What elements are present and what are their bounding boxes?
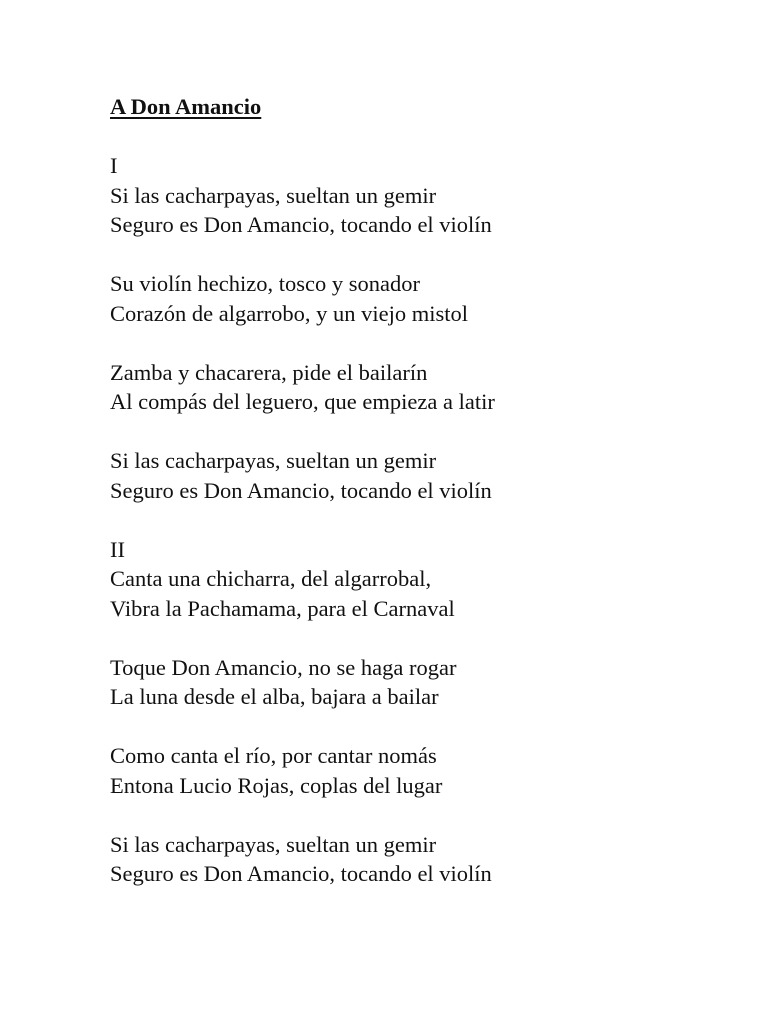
verse-line: Seguro es Don Amancio, tocando el violín bbox=[110, 477, 492, 503]
stanza bbox=[110, 653, 730, 712]
section-numeral: I bbox=[110, 153, 118, 178]
stanza bbox=[110, 564, 730, 623]
stanza bbox=[110, 181, 730, 240]
stanza bbox=[110, 741, 730, 800]
section-i bbox=[110, 151, 730, 505]
stanza bbox=[110, 830, 730, 889]
verse-line: Toque Don Amancio, no se haga rogar bbox=[110, 654, 457, 680]
verse-line: Zamba y chacarera, pide el bailarín bbox=[110, 359, 428, 385]
verse-line: Entona Lucio Rojas, coplas del lugar bbox=[110, 772, 443, 798]
verse-line: Si las cacharpayas, sueltan un gemir bbox=[110, 448, 437, 473]
poem-body bbox=[110, 92, 730, 889]
verse-line: Canta una chicharra, del algarrobal, bbox=[110, 566, 432, 591]
section-ii bbox=[110, 535, 730, 889]
verse-line: Si las cacharpayas, sueltan un gemir bbox=[110, 182, 437, 208]
stanza bbox=[110, 269, 730, 328]
verse-line: Corazón de algarrobo, y un viejo mistol bbox=[110, 300, 469, 326]
verse-line: Vibra la Pachamama, para el Carnaval bbox=[110, 595, 455, 621]
poem-title: A Don Amancio bbox=[110, 94, 262, 119]
verse-line: Si las cacharpayas, sueltan un gemir bbox=[110, 831, 437, 857]
section-numeral: II bbox=[110, 536, 125, 562]
verse-line: Su violín hechizo, tosco y sonador bbox=[110, 271, 420, 296]
verse-line: Seguro es Don Amancio, tocando el violín bbox=[110, 861, 492, 886]
verse-line: La luna desde el alba, bajara a bailar bbox=[110, 684, 439, 709]
stanza bbox=[110, 358, 730, 417]
verse-line: Al compás del leguero, que empieza a latir bbox=[110, 389, 495, 414]
stanza bbox=[110, 446, 730, 505]
verse-line: Seguro es Don Amancio, tocando el violín bbox=[110, 212, 492, 237]
verse-line: Como canta el río, por cantar nomás bbox=[110, 743, 437, 768]
